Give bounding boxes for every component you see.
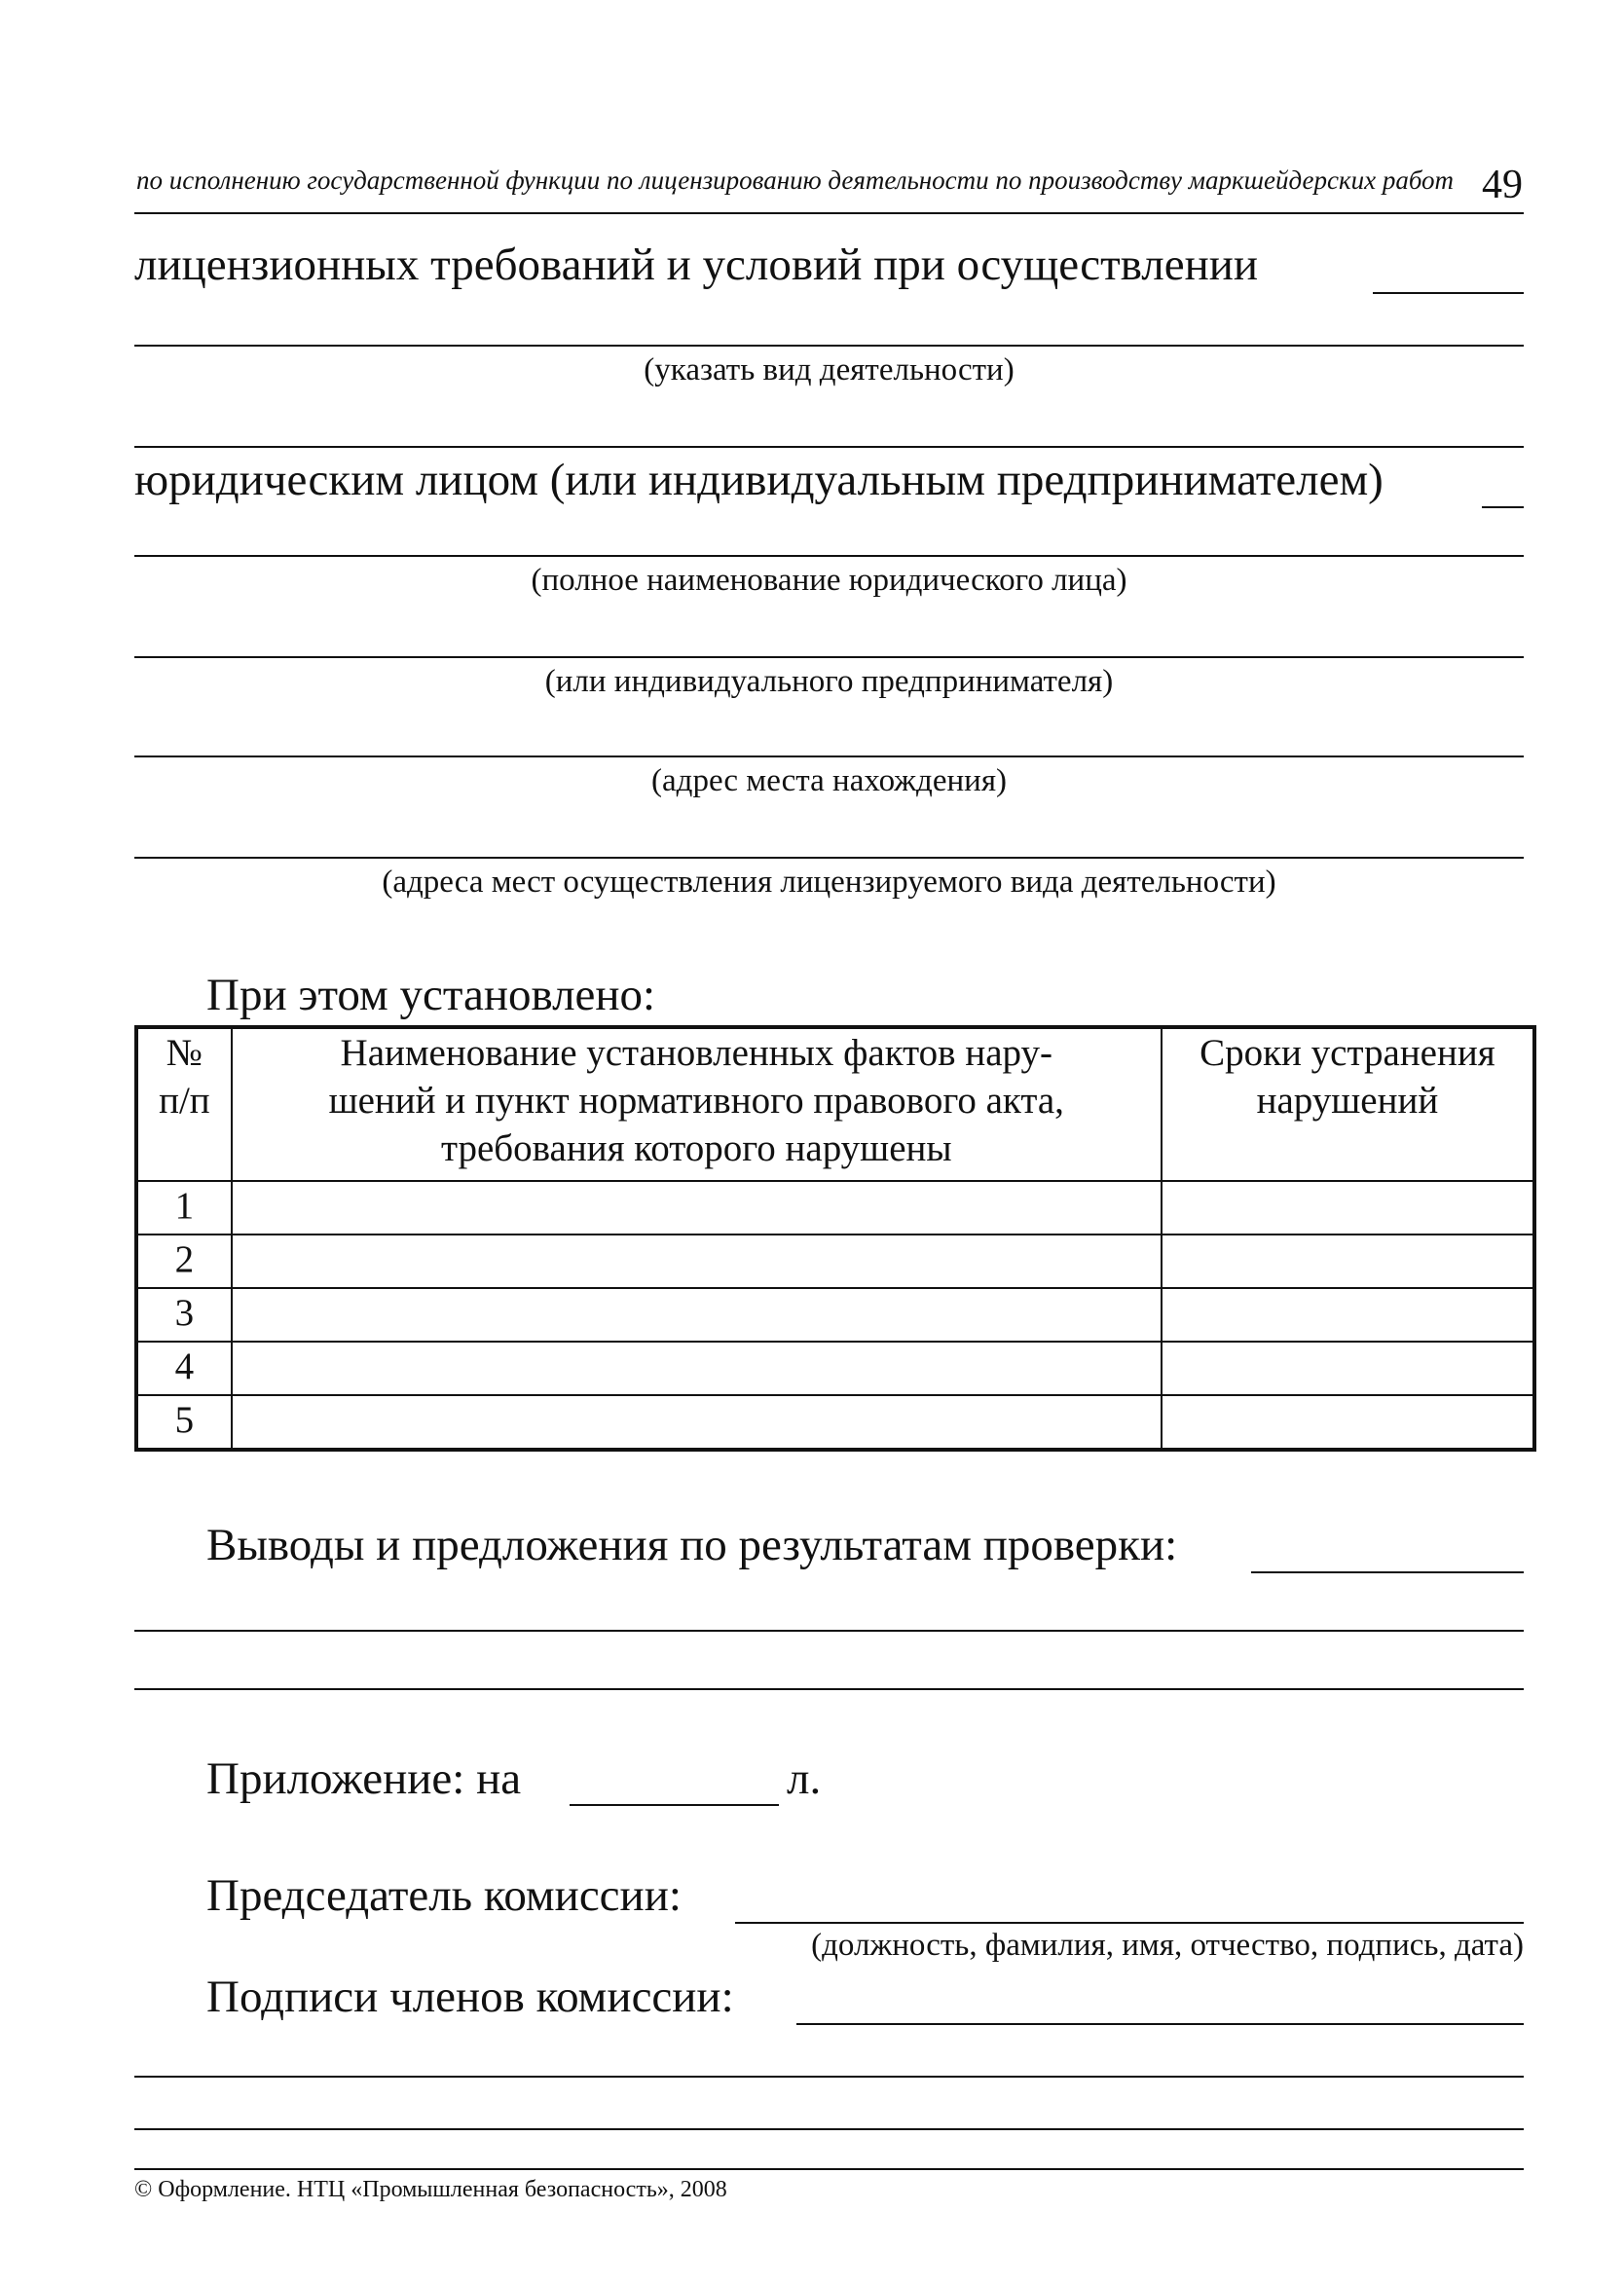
address-field[interactable] bbox=[134, 756, 1524, 757]
terms-cell[interactable] bbox=[1162, 1395, 1534, 1450]
members-signature-field-line-2[interactable] bbox=[134, 2128, 1524, 2130]
table-row bbox=[136, 1342, 1534, 1395]
row-number: 1 bbox=[136, 1181, 232, 1235]
terms-cell[interactable] bbox=[1162, 1181, 1534, 1235]
header-facts-line-3: требования которого нарушены bbox=[440, 1127, 952, 1169]
conclusions-field-line-2[interactable] bbox=[134, 1688, 1524, 1690]
terms-cell[interactable] bbox=[1162, 1342, 1534, 1395]
members-signature-field-start[interactable] bbox=[796, 2023, 1524, 2025]
activity-field-start[interactable] bbox=[1373, 292, 1524, 294]
legal-entity-name-field[interactable] bbox=[134, 555, 1524, 557]
terms-cell[interactable] bbox=[1162, 1235, 1534, 1288]
header-number bbox=[136, 1027, 232, 1181]
header-facts-line-2: шений и пункт нормативного правового акта, bbox=[328, 1080, 1064, 1122]
header-number-line-1: № bbox=[166, 1032, 203, 1074]
header-terms bbox=[1162, 1027, 1534, 1181]
facts-cell[interactable] bbox=[232, 1288, 1162, 1342]
table-header-row bbox=[136, 1027, 1534, 1181]
caption-activity: (указать вид деятельности) bbox=[644, 352, 1015, 387]
header-rule bbox=[134, 212, 1524, 214]
running-header: по исполнению государственной функции по лицензированию деятельности по производству маркшейдерских работ bbox=[136, 166, 1455, 195]
established-label: При этом установлено: bbox=[206, 970, 656, 1020]
page-number: 49 bbox=[1482, 163, 1523, 207]
terms-cell[interactable] bbox=[1162, 1288, 1534, 1342]
attachment-sheets-field[interactable] bbox=[570, 1804, 779, 1806]
caption-address: (адрес места нахождения) bbox=[651, 763, 1007, 798]
facts-cell[interactable] bbox=[232, 1181, 1162, 1235]
legal-entity-field-start[interactable] bbox=[1482, 506, 1524, 508]
facts-cell[interactable] bbox=[232, 1342, 1162, 1395]
chairman-label: Председатель комиссии: bbox=[206, 1870, 682, 1921]
row-number: 3 bbox=[136, 1288, 232, 1342]
licensing-requirements-text: лицензионных требований и условий при осуществлении bbox=[134, 240, 1259, 290]
activity-addresses-field[interactable] bbox=[134, 857, 1524, 859]
header-terms-line-2: нарушений bbox=[1256, 1080, 1439, 1122]
legal-entity-text: юридическим лицом (или индивидуальным предпринимателем) bbox=[134, 455, 1384, 505]
facts-cell[interactable] bbox=[232, 1235, 1162, 1288]
table-row bbox=[136, 1235, 1534, 1288]
chairman-signature-field[interactable] bbox=[735, 1922, 1524, 1924]
activity-field-line-2[interactable] bbox=[134, 446, 1524, 448]
header-number-line-2: п/п bbox=[159, 1080, 210, 1122]
entrepreneur-field[interactable] bbox=[134, 656, 1524, 658]
caption-activity-addresses: (адреса мест осуществления лицензируемого вида деятельности) bbox=[382, 865, 1276, 900]
footer-copyright: © Оформление. НТЦ «Промышленная безопасность», 2008 bbox=[134, 2177, 727, 2202]
table-row bbox=[136, 1181, 1534, 1235]
conclusions-label: Выводы и предложения по результатам проверки: bbox=[206, 1520, 1178, 1570]
caption-chairman: (должность, фамилия, имя, отчество, подпись, дата) bbox=[811, 1928, 1524, 1963]
conclusions-field-line-1[interactable] bbox=[134, 1630, 1524, 1632]
conclusions-field-start[interactable] bbox=[1251, 1571, 1524, 1573]
members-label: Подписи членов комиссии: bbox=[206, 1972, 734, 2022]
attachment-unit: л. bbox=[787, 1753, 822, 1804]
table-row bbox=[136, 1288, 1534, 1342]
table-row bbox=[136, 1395, 1534, 1450]
violations-table bbox=[134, 1025, 1536, 1452]
row-number: 5 bbox=[136, 1395, 232, 1450]
facts-cell[interactable] bbox=[232, 1395, 1162, 1450]
footer-rule bbox=[134, 2168, 1524, 2170]
header-terms-line-1: Сроки устранения bbox=[1200, 1032, 1495, 1074]
attachment-label: Приложение: на bbox=[206, 1753, 522, 1804]
header-facts-line-1: Наименование установленных фактов нару- bbox=[340, 1032, 1052, 1074]
members-signature-field-line-1[interactable] bbox=[134, 2076, 1524, 2078]
row-number: 4 bbox=[136, 1342, 232, 1395]
header-facts bbox=[232, 1027, 1162, 1181]
caption-entrepreneur: (или индивидуального предпринимателя) bbox=[544, 664, 1114, 699]
caption-full-name: (полное наименование юридического лица) bbox=[531, 563, 1127, 598]
row-number: 2 bbox=[136, 1235, 232, 1288]
activity-field[interactable] bbox=[134, 345, 1524, 347]
